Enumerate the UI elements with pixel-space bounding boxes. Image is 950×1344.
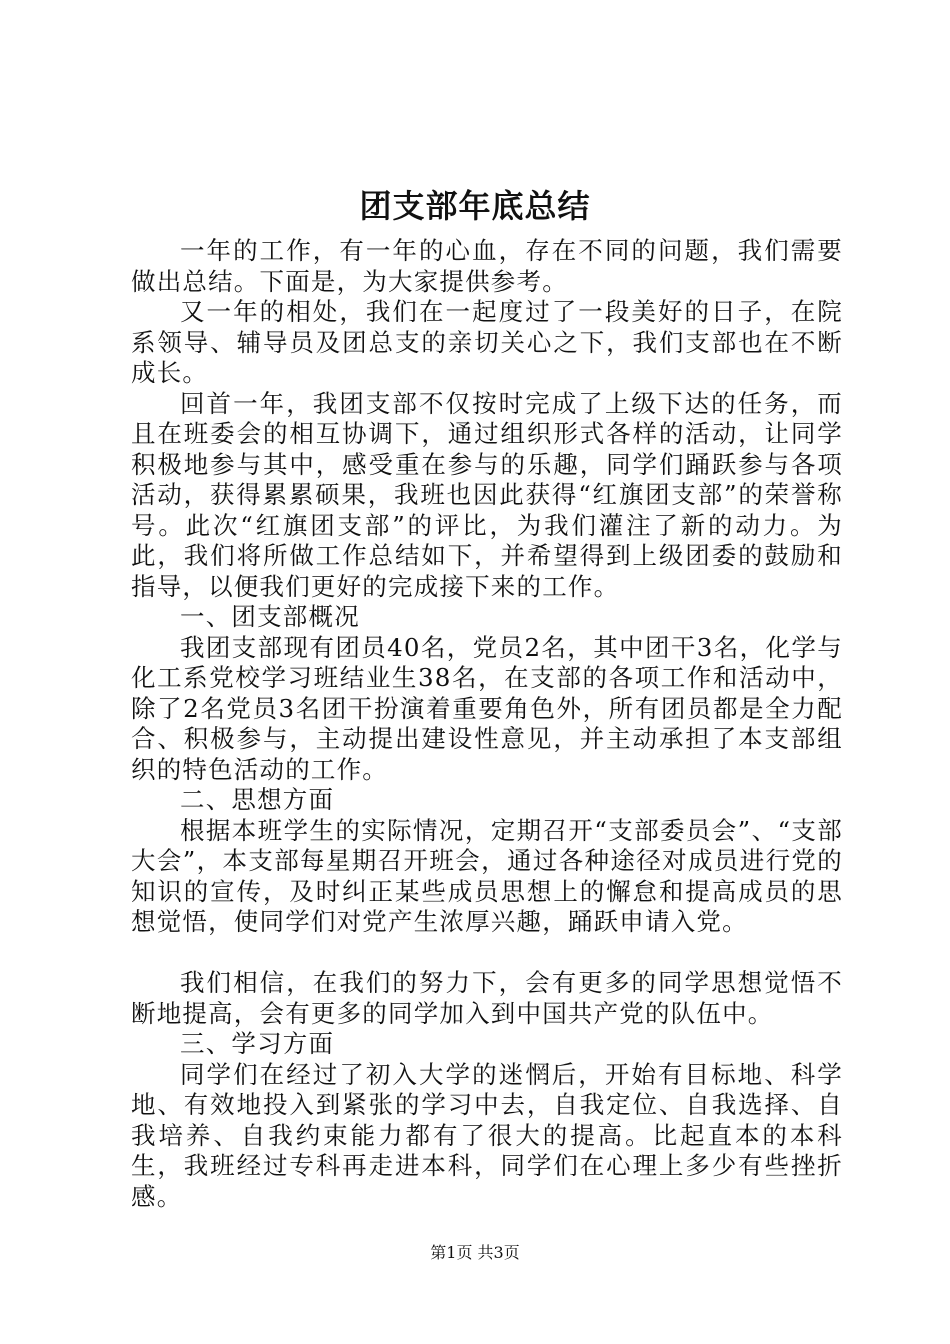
paragraph-opening: 又一年的相处，我们在一起度过了一段美好的日子，在院系领导、辅导员及团总支的亲切关心之下，我们支部也在不断成长。 <box>131 297 843 387</box>
paragraph-overview: 我团支部现有团员40名，党员2名，其中团干3名，化学与化工系党校学习班结业生38名，在支部的各项工作和活动中，除了2名党员3名团干扮演着重要角色外，所有团员都是全力配合、积极参与，主动提出建设性意见，并主动承担了本支部组织的特色活动的工作。 <box>131 632 843 784</box>
section-heading-ideology: 二、思想方面 <box>180 785 335 814</box>
paragraph-review: 回首一年，我团支部不仅按时完成了上级下达的任务，而且在班委会的相互协调下，通过组织形式各样的活动，让同学积极地参与其中，感受重在参与的乐趣，同学们踊跃参与各项活动，获得累累硕果，我班也因此获得“红旗团支部”的荣誉称号。此次“红旗团支部”的评比，为我们灌注了新的动力。为此，我们将所做工作总结如下，并希望得到上级团委的鼓励和指导，以便我们更好的完成接下来的工作。 <box>131 388 843 601</box>
paragraph-ideology: 根据本班学生的实际情况，定期召开“支部委员会”、“支部大会”，本支部每星期召开班会，通过各种途径对成员进行党的知识的宣传，及时纠正某些成员思想上的懈怠和提高成员的思想觉悟，使同学们对党产生浓厚兴趣，踊跃申请入党。 <box>131 815 843 936</box>
paragraph-study: 同学们在经过了初入大学的迷惘后，开始有目标地、科学地、有效地投入到紧张的学习中去，自我定位、自我选择、自我培养、自我约束能力都有了很大的提高。比起直本的本科生，我班经过专科再走进本科，同学们在心理上多少有些挫折感。 <box>131 1059 843 1211</box>
page-number-footer: 第1页 共3页 <box>430 1243 520 1262</box>
section-heading-overview: 一、团支部概况 <box>180 602 360 631</box>
document-title: 团支部年底总结 <box>359 187 591 225</box>
paragraph-intro: 一年的工作，有一年的心血，存在不同的问题，我们需要做出总结。下面是，为大家提供参考。 <box>131 236 843 296</box>
document-body <box>131 236 843 1212</box>
section-heading-study: 三、学习方面 <box>180 1029 335 1058</box>
paragraph-belief: 我们相信，在我们的努力下，会有更多的同学思想觉悟不断地提高，会有更多的同学加入到中国共产党的队伍中。 <box>131 968 843 1028</box>
